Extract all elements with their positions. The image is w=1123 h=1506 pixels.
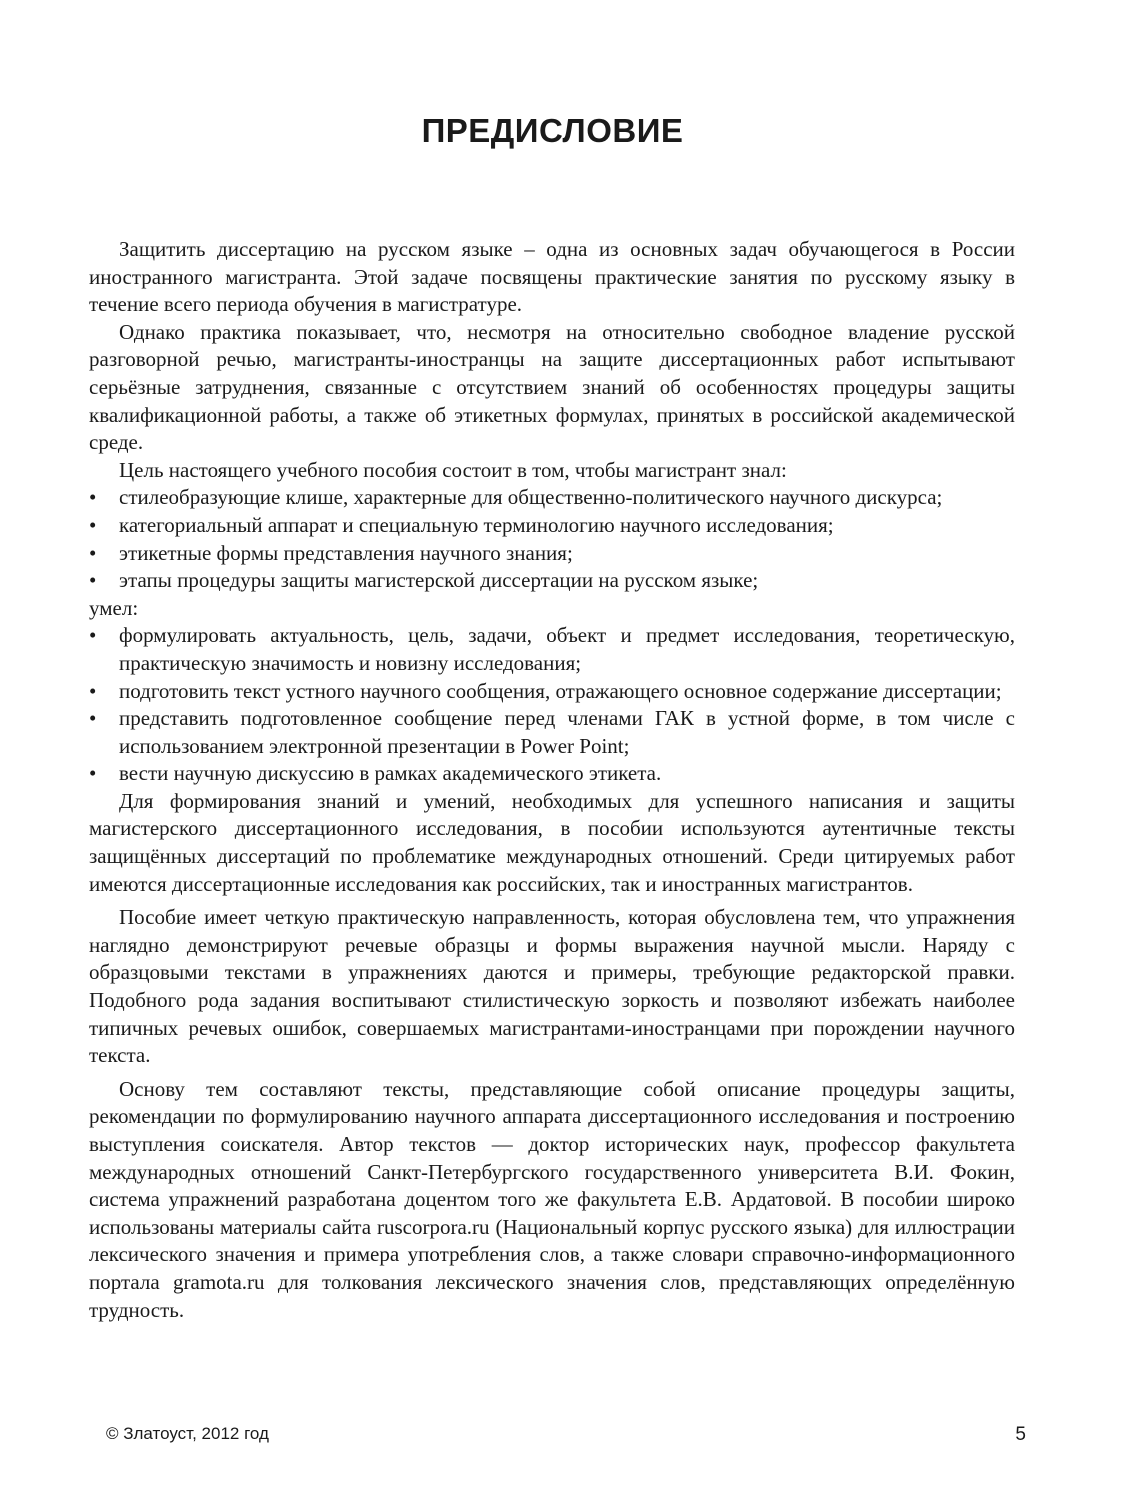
list-knowledge	[89, 484, 1015, 594]
bullet-icon: •	[89, 706, 97, 731]
paragraph-goal: Цель настоящего учебного пособия состоит в том, чтобы магистрант знал:	[119, 457, 787, 482]
list-item: • подготовить текст устного научного сообщения, отражающего основное содержание диссертации;	[89, 678, 1015, 706]
bullet-icon: •	[89, 761, 97, 786]
list-item: • вести научную дискуссию в рамках академического этикета.	[89, 760, 1015, 788]
list-item: • этапы процедуры защиты магистерской диссертации на русском языке;	[89, 567, 1015, 595]
list-item: • формулировать актуальность, цель, задачи, объект и предмет исследования, теоретическую, практическую значимость и новизну исследования;	[89, 623, 1015, 675]
list-item: • стилеобразующие клише, характерные для общественно-политического научного дискурса;	[89, 484, 1015, 512]
bullet-icon: •	[89, 678, 97, 703]
list-skills	[89, 622, 1015, 788]
copyright: © Златоуст, 2012 год	[106, 1424, 269, 1443]
paragraph-intro-1: Защитить диссертацию на русском языке – одна из основных задач обучающегося в России иностранного магистранта. Этой задаче посвящены практические занятия по русскому языку в течение всего периода обучения в магистратуре.	[89, 237, 1015, 317]
list-item: • этикетные формы представления научного знания;	[89, 540, 1015, 568]
bullet-icon: •	[89, 540, 97, 565]
paragraph-main-3: Основу тем составляют тексты, представляющие собой описание процедуры защиты, рекомендации по формулированию научного аппарата диссертационного исследования и построению выступления соискателя. Автор текстов — доктор исторических наук, профессор факультета международных отношений Санкт-Петербургского государственного университета В.И. Фокин, система упражнений разработана доцентом того же факультета Е.В. Ардатовой. В пособии широко использованы материалы сайта ruscorpora.ru (Национальный корпус русского языка) для иллюстрации лексического значения и примера употребления слов, а также словари справочно-информационного портала gramota.ru для толкования лексического значения слов, представляющих определённую трудность.	[89, 1076, 1015, 1322]
bullet-icon: •	[89, 485, 97, 510]
bullet-icon: •	[89, 623, 97, 648]
bullet-icon: •	[89, 512, 97, 537]
body-text	[89, 236, 1015, 1324]
bullet-icon: •	[89, 568, 97, 593]
paragraph-main-1: Для формирования знаний и умений, необходимых для успешного написания и защиты магистерского диссертационного исследования, в пособии используются аутентичные тексты защищённых диссертаций по проблематике международных отношений. Среди цитируемых работ имеются диссертационные исследования как российских, так и иностранных магистрантов.	[89, 788, 1015, 896]
list-item: • представить подготовленное сообщение перед членами ГАК в устной форме, в том числе с использованием электронной презентации в Power Point;	[89, 706, 1015, 758]
paragraph-main-2: Пособие имеет четкую практическую направленность, которая обусловлена тем, что упражнения наглядно демонстрируют речевые образцы и формы выражения научной мысли. Наряду с образцовыми текстами в упражнениях даются и примеры, требующие редакторской правки. Подобного рода задания воспитывают стилистическую зоркость и позволяют избежать наиболее типичных речевых ошибок, совершаемых магистрантами-иностранцами при порождении научного текста.	[89, 905, 1015, 1068]
paragraph-intro-2: Однако практика показывает, что, несмотря на относительно свободное владение русской разговорной речью, магистранты-иностранцы на защите диссертационных работ испытывают серьёзные затруднения, связанные с отсутствием знаний об особенностях процедуры защиты квалификационной работы, а также об этикетных формулах, принятых в российской академической среде.	[89, 319, 1015, 455]
page-title: ПРЕДИСЛОВИЕ	[421, 112, 684, 149]
list-item: • категориальный аппарат и специальную терминологию научного исследования;	[89, 512, 1015, 540]
page-number: 5	[1015, 1424, 1026, 1445]
label-could: умел:	[89, 595, 139, 620]
